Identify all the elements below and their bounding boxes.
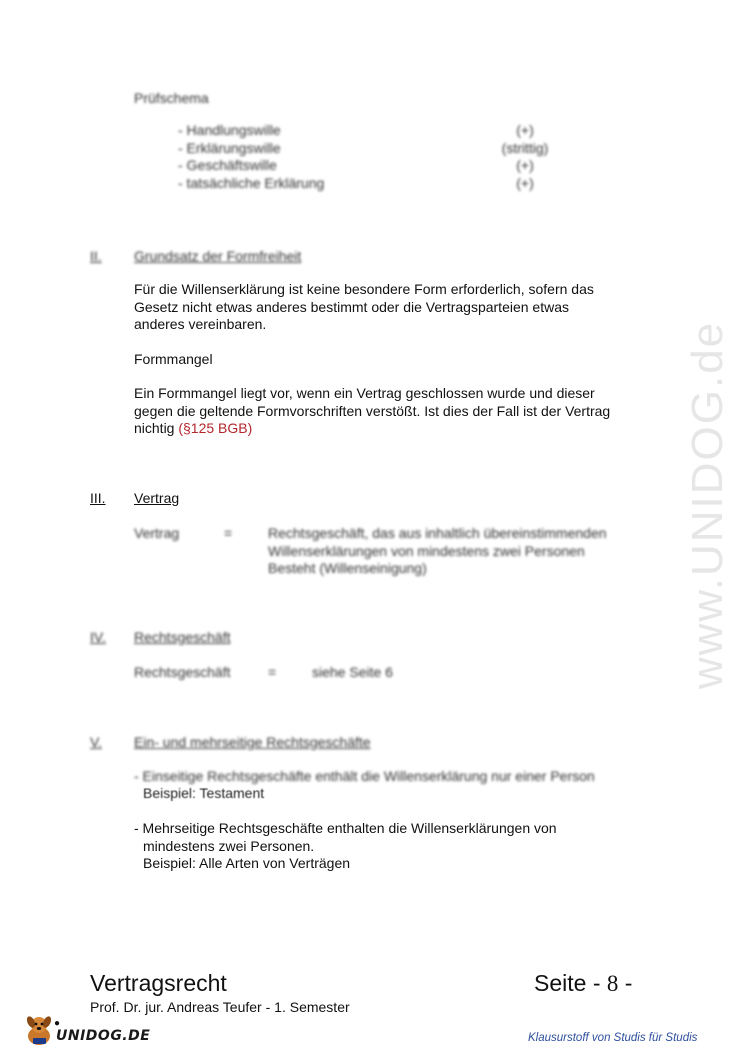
section-3-heading [90, 490, 179, 506]
footer-tagline: Klausurstoff von Studis für Studis [528, 1032, 698, 1044]
paragraph-line: Ein Formmangel liegt vor, wenn ein Vertrag geschlossen wurde und dieser [134, 385, 595, 401]
paragraph-line [134, 420, 694, 438]
page-suffix: - [618, 970, 633, 996]
definition-ref: siehe Seite 6 [312, 664, 393, 680]
paragraph-line: Rechtsgeschäft, das aus inhaltlich übereinstimmenden [268, 525, 607, 541]
text: nichtig [134, 420, 179, 436]
paw-icon: ● [54, 1018, 61, 1029]
list-item: - Mehrseitige Rechtsgeschäfte enthalten die Willenserklärungen von [134, 820, 557, 836]
paragraph-line: Beispiel: Testament [143, 785, 265, 801]
list-item: - Erklärungswille [178, 139, 281, 156]
section-5-heading [90, 734, 371, 750]
equals-sign: = [224, 525, 233, 541]
list-item: - Handlungswille [178, 122, 281, 138]
section-numeral: III. [90, 490, 106, 506]
definition-term: Vertrag [134, 525, 180, 541]
list-value: (strittig) [501, 139, 549, 156]
dog-icon [22, 1014, 61, 1048]
logo-text: UNIDOG.DE [56, 1028, 151, 1044]
list-item: - Einseitige Rechtsgeschäfte enthält die Willenserklärung nur einer Person [134, 768, 595, 784]
page-prefix: Seite - [534, 970, 607, 996]
unidog-logo[interactable] [22, 1014, 162, 1048]
section-5-item-1-example [143, 785, 264, 803]
footer-title: Vertragsrecht [90, 970, 227, 996]
paragraph-line: Besteht (Willenseinigung) [268, 560, 427, 576]
pruefschema-labels [178, 122, 324, 192]
watermark: www.UNIDOG.de [683, 320, 732, 690]
section-5-item-2 [134, 820, 694, 873]
definition-term: Rechtsgeschäft [134, 664, 231, 680]
paragraph-line: Beispiel: Alle Arten von Verträgen [143, 855, 351, 871]
section-4-heading [90, 629, 231, 645]
section-title: Grundsatz der Formfreiheit [134, 248, 302, 264]
section-5-item-1 [134, 768, 714, 786]
footer-page-number [534, 970, 632, 997]
pruefschema-block [134, 90, 594, 192]
list-value: (+) [516, 122, 534, 138]
definition-text [268, 525, 668, 578]
subheading-formmangel: Formmangel [134, 350, 213, 367]
section-numeral: V. [90, 734, 102, 750]
section-numeral: IV. [90, 629, 106, 645]
pruefschema-values [490, 122, 560, 192]
list-item: - Geschäftswille [178, 157, 277, 173]
citation: (§125 BGB) [178, 420, 253, 436]
section-title: Vertrag [134, 490, 180, 506]
paragraph-line: mindestens zwei Personen. [143, 837, 315, 854]
paragraph-line: Für die Willenserklärung ist keine besondere Form erforderlich, sofern das [134, 281, 594, 297]
paragraph-line: anderes vereinbaren. [134, 316, 267, 332]
section-3-definition [134, 525, 664, 581]
section-title: Rechtsgeschäft [134, 629, 231, 645]
footer-subtitle: Prof. Dr. jur. Andreas Teufer - 1. Semester [90, 999, 350, 1015]
pruefschema-heading: Prüfschema [134, 90, 209, 106]
list-value: (+) [516, 157, 534, 173]
section-title: Ein- und mehrseitige Rechtsgeschäfte [134, 734, 371, 750]
section-numeral: II. [90, 248, 102, 264]
paragraph-line: Willenserklärungen von mindestens zwei Personen [268, 542, 585, 559]
list-item: - tatsächliche Erklärung [178, 174, 325, 191]
section-2-body [134, 281, 694, 438]
equals-sign: = [268, 664, 277, 680]
list-value: (+) [516, 174, 534, 191]
paragraph-line: Gesetz nicht etwas anderes bestimmt oder die Vertragsparteien etwas [134, 298, 569, 315]
section-2-heading [90, 248, 301, 264]
paragraph-line: gegen die geltende Formvorschriften verstößt. Ist dies der Fall ist der Vertrag [134, 402, 611, 419]
page-number: 8 [606, 971, 619, 996]
section-4-definition [134, 664, 534, 684]
